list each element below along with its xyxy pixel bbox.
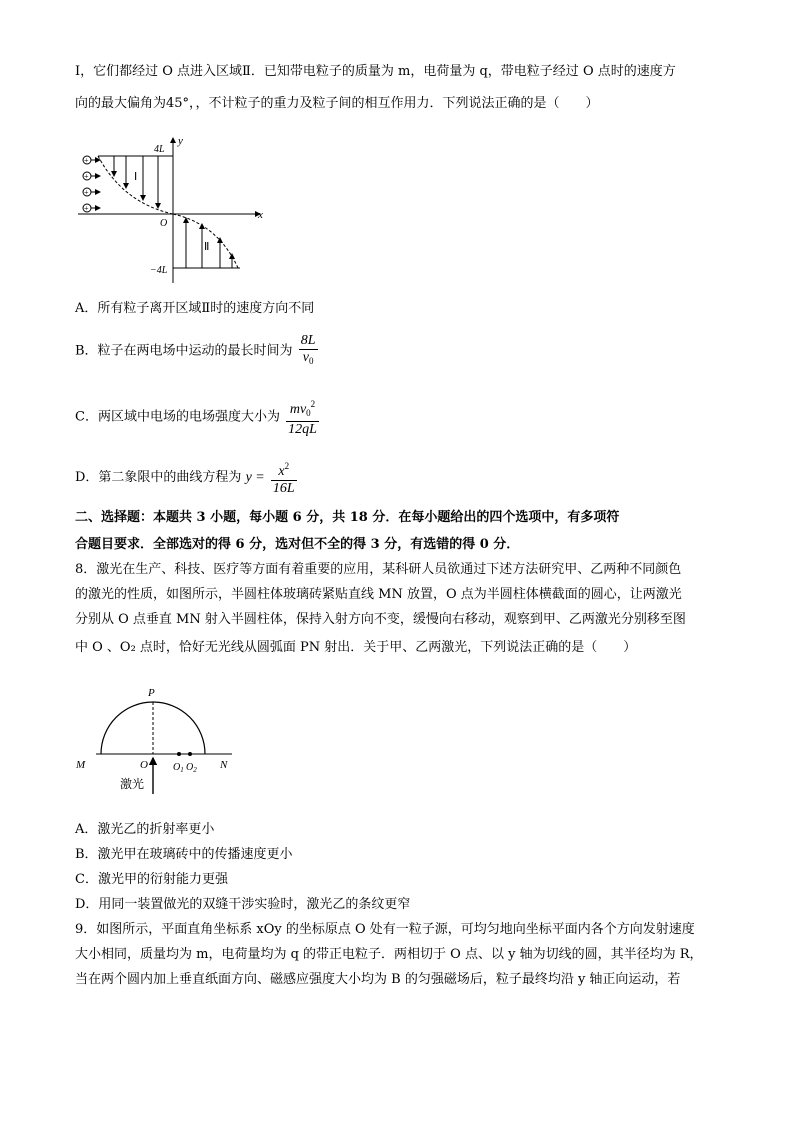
- section-2-heading-line-1: 二、选择题：本题共 3 小题，每小题 6 分，共 18 分．在每小题给出的四个选项中，有多项符: [75, 510, 620, 525]
- q8-line-3: 分别从 O 点垂直 MN 射入半圆柱体，保持入射方向不变，缓慢向右移动，观察到甲、乙两激光分别移至图: [75, 612, 686, 627]
- region-2-label: Ⅱ: [204, 241, 210, 253]
- q7-option-b-fraction: $\frac{8L}{v_0}$: [300, 333, 316, 366]
- q8-semicircle-glass-figure: [74, 682, 244, 802]
- q8-option-a: A．激光乙的折射率更小: [75, 822, 215, 837]
- q7-line-2: 向的最大偏角为45°，，不计粒子的重力及粒子间的相互作用力．下列说法正确的是（ ）: [75, 96, 599, 111]
- label-o1: $O_1$: [173, 762, 184, 774]
- q8-line-4: 中 O 、O₂ 点时，恰好无光线从圆弧面 PN 射出．关于甲、乙两激光，下列说法正确的是（ ）: [75, 640, 637, 655]
- q8-line-1: 8．激光在生产、科技、医疗等方面有着重要的应用，某科研人员欲通过下述方法研究甲、乙两种不同颜色: [75, 562, 682, 577]
- bottom-4L-label: −4L: [150, 265, 168, 276]
- q7-line-1: Ⅰ，它们都经过 O 点进入区域Ⅱ．已知带电粒子的质量为 m，电荷量为 q，带电粒子经过 O 点时的速度方: [75, 64, 676, 79]
- x-axis-label: x: [258, 209, 263, 221]
- top-4L-label: 4L: [154, 144, 165, 155]
- particle-source-2: [83, 172, 100, 181]
- svg-text:+: +: [84, 188, 89, 197]
- q7-option-b: B．粒子在两电场中运动的最长时间为 $\frac{8L}{v_0}$: [75, 333, 318, 369]
- q7-option-d: D．第二象限中的曲线方程为 y = $\frac{x^2}{16L}$: [75, 458, 297, 497]
- label-o2: $O_2$: [186, 762, 197, 774]
- q7-electric-field-figure: [78, 128, 278, 288]
- q8-line-2: 的激光的性质，如图所示，半圆柱体玻璃砖紧贴直线 MN 放置，O 点为半圆柱体横截面的圆心，让两激光: [75, 587, 682, 602]
- q7-option-d-fraction: $\frac{x^2}{16L}$: [271, 458, 297, 497]
- q9-line-3: 当在两个圆内加上垂直纸面方向、磁感应强度大小均为 B 的匀强磁场后，粒子最终均沿 y 轴正向运动，若: [75, 972, 681, 987]
- origin-label: O: [160, 218, 168, 229]
- svg-text:+: +: [84, 156, 89, 165]
- q7-option-c-fraction: $\frac{mv_0^2}{12qL}$: [286, 396, 319, 438]
- label-m: M: [76, 759, 86, 771]
- label-p: P: [148, 687, 155, 699]
- q7-option-a: A．所有粒子离开区域Ⅱ时的速度方向不同: [75, 301, 315, 316]
- y-axis-label: y: [178, 135, 183, 147]
- q8-option-c: C．激光甲的衍射能力更强: [75, 872, 228, 887]
- q9-line-1: 9．如图所示，平面直角坐标系 xOy 的坐标原点 O 处有一粒子源，可均匀地向坐标平面内各个方向发射速度: [75, 922, 695, 937]
- q8-option-b: B．激光甲在玻璃砖中的传播速度更小: [75, 847, 293, 862]
- section-2-heading-line-2: 合题目要求．全部选对的得 6 分，选对但不全的得 3 分，有选错的得 0 分．: [75, 537, 520, 552]
- q9-line-2: 大小相同，质量均为 m，电荷量均为 q 的带正电粒子．两相切于 O 点、以 y 轴为切线的圆，其半径均为 R，: [75, 947, 703, 962]
- q8-option-d: D．用同一装置做光的双缝干涉实验时，激光乙的条纹更窄: [75, 897, 411, 912]
- particle-source-3: [83, 188, 100, 197]
- label-o: O: [140, 759, 148, 771]
- particle-source-4: [83, 204, 100, 213]
- q7-option-c: C．两区域中电场的电场强度大小为 $\frac{mv_0^2}{12qL}$: [75, 396, 319, 438]
- svg-text:+: +: [84, 204, 89, 213]
- region-1-label: Ⅰ: [134, 171, 138, 183]
- particle-source-1: [83, 156, 100, 165]
- svg-text:+: +: [84, 172, 89, 181]
- label-n: N: [220, 759, 228, 771]
- laser-label: 激光: [120, 777, 145, 791]
